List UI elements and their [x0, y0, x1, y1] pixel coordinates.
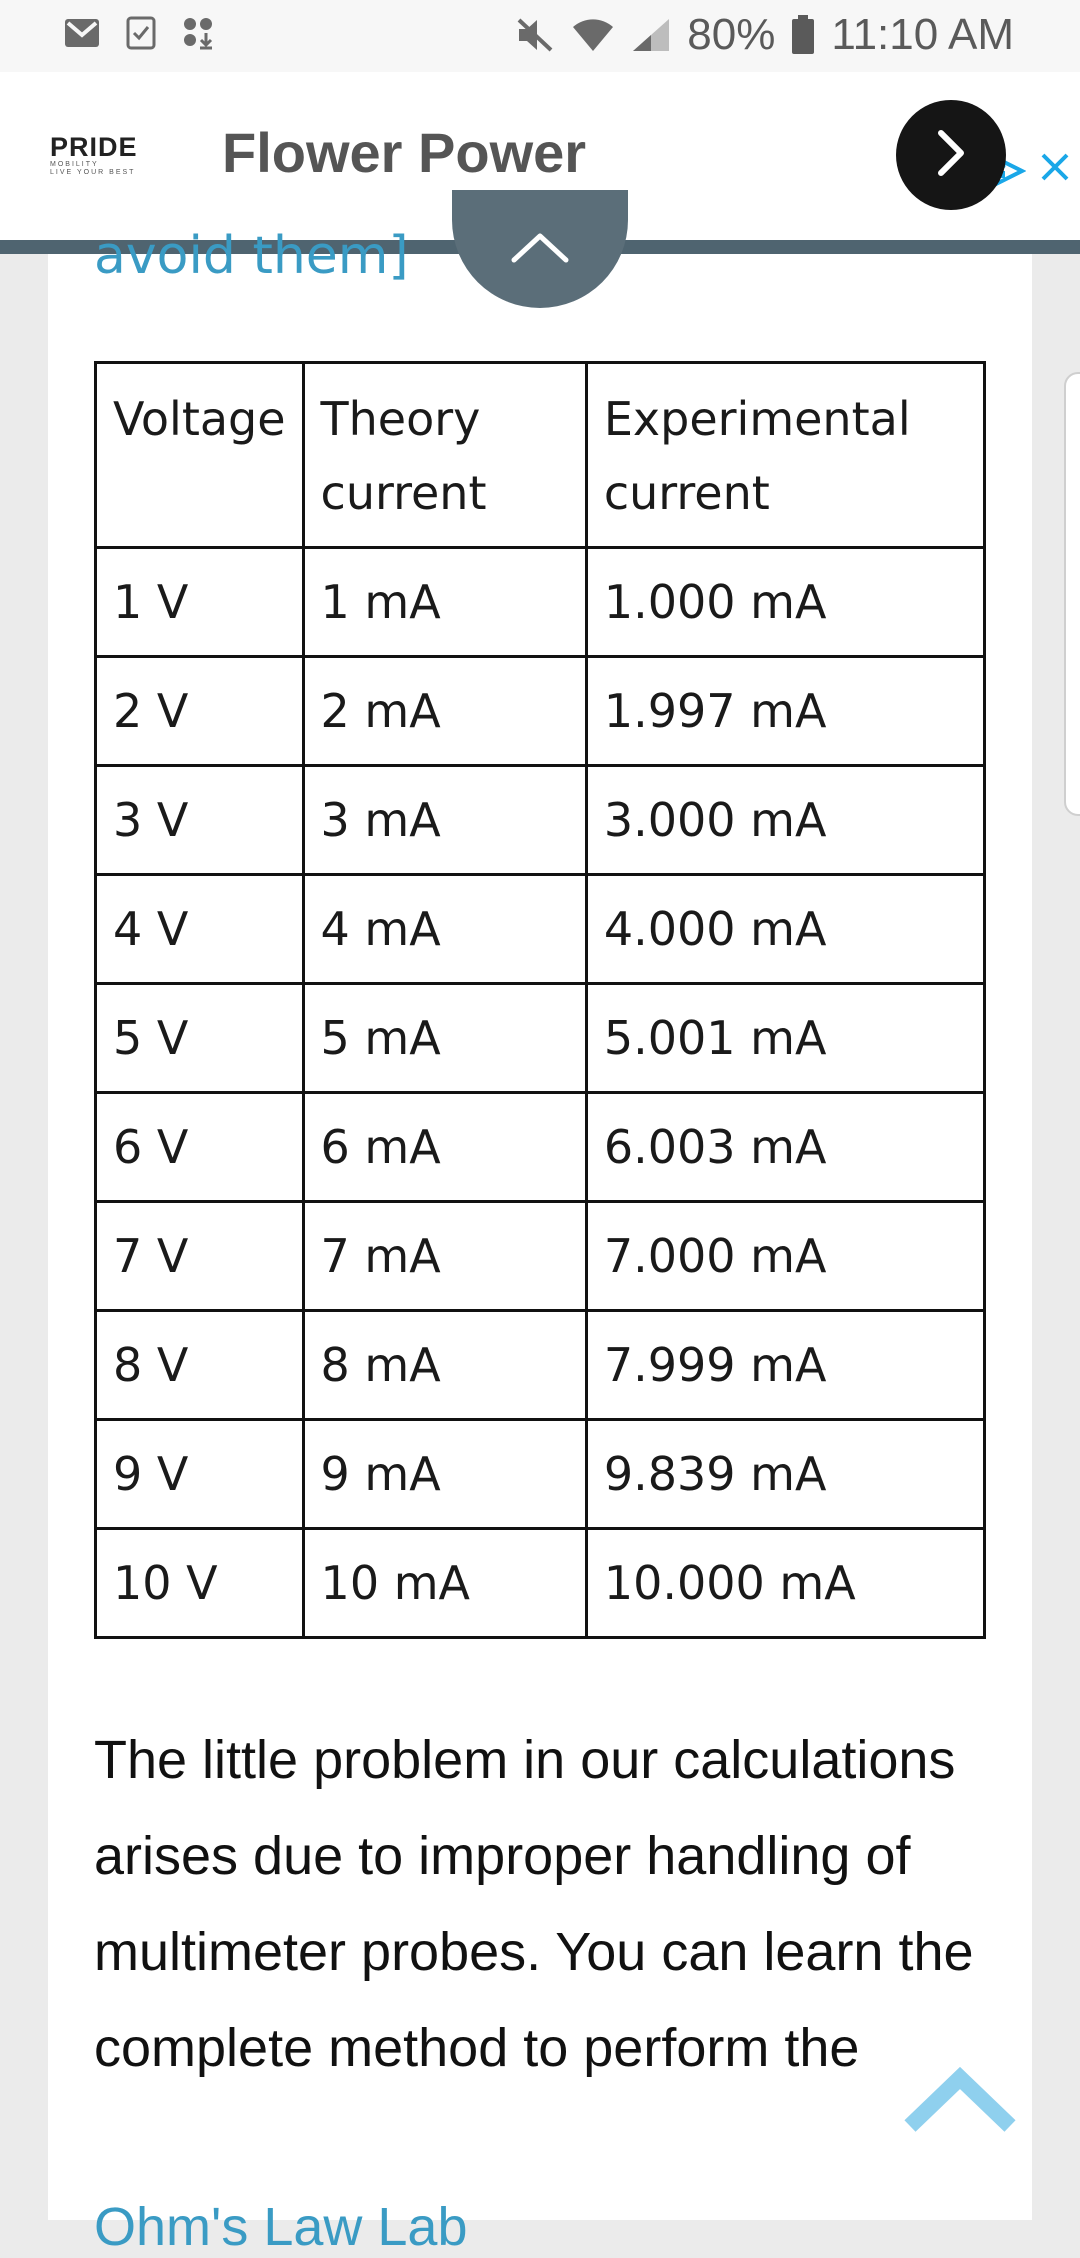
cell-experimental-current: 1.000 mA — [586, 548, 984, 657]
advertiser-brand-sub: MOBILITY — [50, 161, 99, 168]
cell-theory-current: 9 mA — [303, 1420, 586, 1529]
side-scroll-tab[interactable] — [1064, 372, 1080, 816]
cell-experimental-current: 3.000 mA — [586, 766, 984, 875]
chevron-up-icon — [900, 2125, 1020, 2144]
chevron-right-icon — [931, 128, 971, 182]
table-row — [96, 1202, 985, 1311]
cell-voltage: 8 V — [96, 1311, 304, 1420]
scroll-to-top-button[interactable] — [900, 2060, 1020, 2140]
table-row — [96, 1311, 985, 1420]
advertiser-brand: PRIDE — [50, 132, 138, 162]
table-header-row — [96, 363, 985, 548]
cell-theory-current: 10 mA — [303, 1529, 586, 1638]
cell-experimental-current: 5.001 mA — [586, 984, 984, 1093]
cell-voltage: 7 V — [96, 1202, 304, 1311]
advertiser-tagline: LIVE YOUR BEST — [50, 168, 136, 176]
cell-voltage: 9 V — [96, 1420, 304, 1529]
mute-icon — [515, 16, 555, 54]
cell-voltage: 10 V — [96, 1529, 304, 1638]
cell-voltage: 2 V — [96, 657, 304, 766]
ad-title[interactable]: Flower Power — [222, 121, 587, 184]
cell-theory-current: 1 mA — [303, 548, 586, 657]
cell-theory-current: 6 mA — [303, 1093, 586, 1202]
article-paragraph: The little problem in our calculations arises due to improper handling of multimeter probes. You can learn the complete method to perform the — [94, 1730, 974, 2078]
battery-percent: 80% — [687, 10, 776, 59]
cell-experimental-current: 7.999 mA — [586, 1311, 984, 1420]
cell-experimental-current: 4.000 mA — [586, 875, 984, 984]
header-experimental-current: Experimental current — [586, 363, 984, 548]
header-theory-current: Theory current — [303, 363, 586, 548]
results-table — [94, 361, 986, 1639]
table-row — [96, 657, 985, 766]
ad-go-button[interactable] — [896, 100, 1006, 210]
cell-experimental-current: 9.839 mA — [586, 1420, 984, 1529]
cell-theory-current: 8 mA — [303, 1311, 586, 1420]
table-row — [96, 548, 985, 657]
cell-theory-current: 7 mA — [303, 1202, 586, 1311]
cell-voltage: 5 V — [96, 984, 304, 1093]
clock: 11:10 AM — [831, 10, 1014, 59]
cell-theory-current: 2 mA — [303, 657, 586, 766]
chevron-up-icon — [510, 230, 570, 268]
close-icon[interactable] — [1040, 152, 1070, 186]
table-row — [96, 1093, 985, 1202]
cell-theory-current: 4 mA — [303, 875, 586, 984]
article-link[interactable]: avoid them] — [94, 226, 409, 286]
status-bar — [0, 0, 1080, 72]
task-icon — [126, 16, 156, 50]
table-row — [96, 1529, 985, 1638]
cell-experimental-current: 1.997 mA — [586, 657, 984, 766]
table-row — [96, 875, 985, 984]
table-row — [96, 984, 985, 1093]
cell-experimental-current: 6.003 mA — [586, 1093, 984, 1202]
wifi-icon — [571, 17, 615, 53]
battery-icon — [791, 15, 815, 55]
advertiser-logo — [50, 134, 160, 176]
table-row — [96, 766, 985, 875]
signal-icon — [631, 17, 671, 53]
gmail-icon — [64, 18, 100, 48]
cell-voltage: 1 V — [96, 548, 304, 657]
cell-voltage: 6 V — [96, 1093, 304, 1202]
dots-download-icon — [182, 16, 216, 50]
cell-experimental-current: 10.000 mA — [586, 1529, 984, 1638]
cell-voltage: 4 V — [96, 875, 304, 984]
cell-experimental-current: 7.000 mA — [586, 1202, 984, 1311]
header-voltage: Voltage — [96, 363, 304, 548]
cell-voltage: 3 V — [96, 766, 304, 875]
cell-theory-current: 5 mA — [303, 984, 586, 1093]
table-row — [96, 1420, 985, 1529]
cell-theory-current: 3 mA — [303, 766, 586, 875]
article-inline-link[interactable]: Ohm's Law Lab — [94, 2197, 468, 2257]
